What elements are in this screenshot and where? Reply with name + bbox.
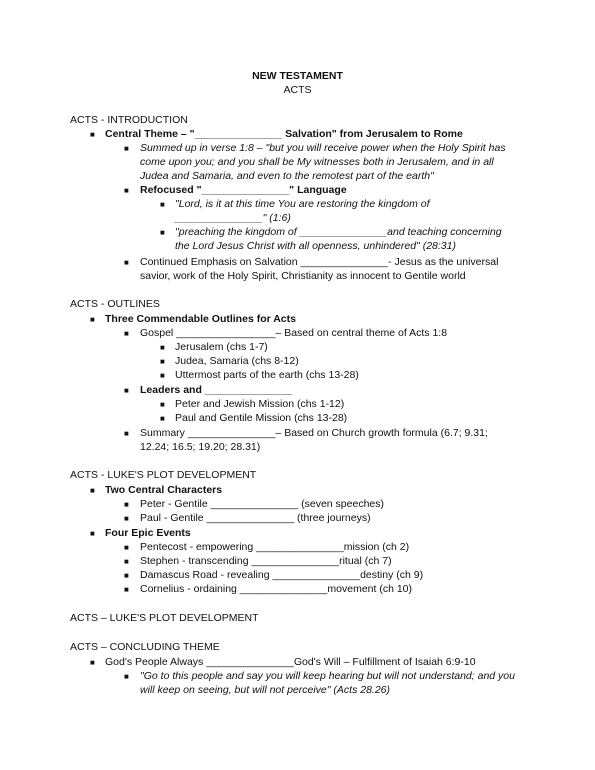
- isaiah-quote-line-1: "Go to this people and say you will keep hearing but will not understand; and you: [140, 670, 515, 682]
- bullet-icon: ■: [124, 543, 129, 552]
- bullet-icon: ■: [160, 343, 165, 352]
- leaders-line: Leaders and _______________: [140, 384, 293, 396]
- three-outlines-line: Three Commendable Outlines for Acts: [105, 313, 296, 325]
- paul-mission-line: Paul and Gentile Mission (chs 13-28): [175, 412, 348, 424]
- isaiah-quote-line-2: will keep on seeing, but will not perceive" (Acts 28.26): [140, 684, 391, 696]
- four-events-line: Four Epic Events: [105, 527, 191, 539]
- paul-character-line: Paul - Gentile _______________ (three journeys): [140, 512, 371, 524]
- gods-people-line: God's People Always _______________God's Will – Fulfillment of Isaiah 6:9-10: [105, 656, 476, 668]
- bullet-icon: ■: [124, 186, 129, 195]
- central-theme-line: Central Theme – "_______________ Salvation" from Jerusalem to Rome: [105, 128, 463, 140]
- bullet-icon: ■: [160, 400, 165, 409]
- section-heading-concluding: ACTS – CONCLUDING THEME: [70, 641, 220, 653]
- bullet-icon: ■: [160, 357, 165, 366]
- gospel-line: Gospel _________________– Based on central theme of Acts 1:8: [140, 327, 448, 339]
- bullet-icon: ■: [124, 672, 129, 681]
- bullet-icon: ■: [124, 585, 129, 594]
- peter-character-line: Peter - Gentile _______________ (seven speeches): [140, 498, 385, 510]
- bullet-icon: ■: [160, 371, 165, 380]
- lord-quote-line-1: "Lord, is it at this time You are restoring the kingdom of: [175, 198, 430, 210]
- two-characters-line: Two Central Characters: [105, 484, 223, 496]
- preaching-quote-line-2: the Lord Jesus Christ with all openness, unhindered" (28:31): [175, 240, 456, 252]
- continued-emphasis-line-1: Continued Emphasis on Salvation _______________- Jesus as the universal: [140, 256, 499, 268]
- stephen-line: Stephen - transcending _______________ritual (ch 7): [140, 555, 392, 567]
- bullet-icon: ■: [160, 200, 165, 209]
- preaching-quote-line-1: "preaching the kingdom of _______________and teaching concerning: [175, 226, 502, 238]
- bullet-icon: ■: [124, 329, 129, 338]
- cornelius-line: Cornelius - ordaining _______________movement (ch 10): [140, 583, 413, 595]
- bullet-icon: ■: [160, 414, 165, 423]
- bullet-icon: ■: [90, 658, 95, 667]
- jerusalem-line: Jerusalem (chs 1-7): [175, 341, 268, 353]
- summed-up-line-3: Judea and Samaria, and even to the remotest part of the earth": [140, 170, 434, 182]
- bullet-icon: ■: [90, 486, 95, 495]
- refocused-line: Refocused "_______________" Language: [140, 184, 347, 196]
- bullet-icon: ■: [124, 144, 129, 153]
- bullet-icon: ■: [124, 386, 129, 395]
- section-heading-plot: ACTS - LUKE'S PLOT DEVELOPMENT: [70, 469, 257, 481]
- bullet-icon: ■: [124, 571, 129, 580]
- bullet-icon: ■: [124, 514, 129, 523]
- document-title: NEW TESTAMENT: [252, 70, 343, 82]
- lord-quote-line-2: _______________" (1:6): [175, 212, 291, 224]
- continued-emphasis-line-2: savior, work of the Holy Spirit, Christianity as innocent to Gentile world: [140, 270, 466, 282]
- section-heading-introduction: ACTS - INTRODUCTION: [70, 114, 188, 126]
- bullet-icon: ■: [124, 258, 129, 267]
- section-heading-outlines: ACTS - OUTLINES: [70, 298, 160, 310]
- bullet-icon: ■: [124, 557, 129, 566]
- bullet-icon: ■: [90, 315, 95, 324]
- summed-up-line-1: Summed up in verse 1:8 – "but you will receive power when the Holy Spirit has: [140, 142, 506, 154]
- summary-line-1: Summary _______________– Based on Church growth formula (6.7; 9.31;: [140, 427, 488, 439]
- judea-line: Judea, Samaria (chs 8-12): [175, 355, 299, 367]
- document-subtitle: ACTS: [283, 84, 312, 96]
- bullet-icon: ■: [124, 429, 129, 438]
- bullet-icon: ■: [124, 500, 129, 509]
- peter-mission-line: Peter and Jewish Mission (chs 1-12): [175, 398, 345, 410]
- pentecost-line: Pentecost - empowering _______________mission (ch 2): [140, 541, 410, 553]
- section-heading-plot-2: ACTS – LUKE'S PLOT DEVELOPMENT: [70, 612, 259, 624]
- summed-up-line-2: come upon you; and you shall be My witnesses both in Jerusalem, and in all: [140, 156, 494, 168]
- summary-line-2: 12.24; 16.5; 19.20; 28.31): [140, 441, 261, 453]
- bullet-icon: ■: [90, 529, 95, 538]
- bullet-icon: ■: [160, 228, 165, 237]
- uttermost-line: Uttermost parts of the earth (chs 13-28): [175, 369, 359, 381]
- bullet-icon: ■: [90, 130, 95, 139]
- damascus-line: Damascus Road - revealing _______________destiny (ch 9): [140, 569, 424, 581]
